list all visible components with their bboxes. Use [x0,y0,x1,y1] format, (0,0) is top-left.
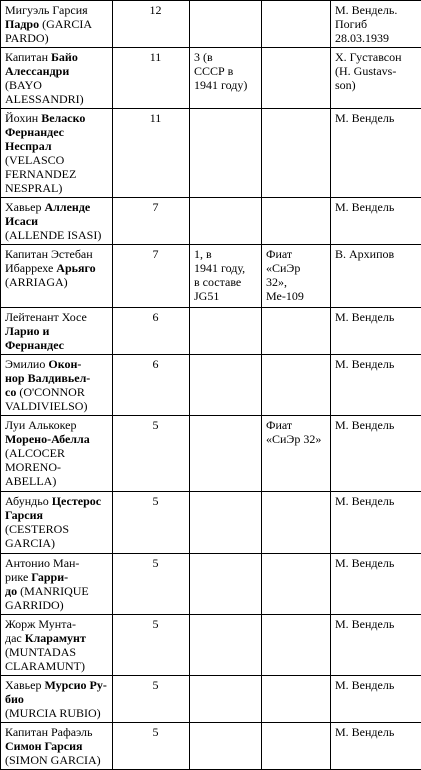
victories-count: 5 [153,556,159,570]
pilot-name-cell [1,198,113,245]
aircraft-cell [262,109,331,198]
pilot-name-prefix: Жорж Мунта- дас [5,617,76,645]
pilot-surname: Окон- нор Валдивьел- со [5,357,90,399]
source-cell: М. Вендель [331,416,421,492]
victories-count: 5 [153,617,159,631]
source-cell: Х. Густавсон (H. Gustavs- son) [331,48,421,109]
pilot-name-prefix: Хавьер [5,200,44,214]
victories-count: 7 [153,247,159,261]
ussr-victories-cell [190,723,262,770]
source-cell: М. Вендель. Погиб 28.03.1939 [331,1,421,48]
pilot-name-cell [1,245,113,308]
pilot-name-prefix: Эмилио [5,357,48,371]
table-row [1,1,421,48]
pilot-surname: Кларамунт [25,631,86,645]
pilot-name-latin: (MURCIA RUBIO) [5,706,101,720]
pilot-name-latin: (O'CONNOR VALDIVIELSO) [5,385,87,413]
aircraft-cell [262,723,331,770]
source-cell: М. Вендель [331,615,421,676]
ussr-victories-cell: 1, в 1941 году, в составе JG51 [190,245,262,308]
pilot-name-prefix: Хавьер [5,678,44,692]
pilot-name-prefix: Мигуэль Гарсия [5,3,88,17]
source-cell: М. Вендель [331,492,421,554]
pilot-surname: Веласко Фернандес Неспрал [5,111,85,153]
ussr-victories-cell [190,492,262,554]
aircraft-cell [262,492,331,554]
source-cell: М. Вендель [331,308,421,355]
pilot-surname: Байо Алессандри [5,50,78,78]
pilot-name-prefix: Капитан Рафаэль [5,725,93,739]
victories-count: 5 [153,725,159,739]
victories-count: 6 [153,310,159,324]
pilot-name-prefix: Йохин [5,111,41,125]
pilot-name-prefix: Лейтенант Хосе [5,310,87,324]
victories-cell [113,554,190,615]
victories-cell [113,308,190,355]
pilot-surname: Мурсио Ру- био [5,678,107,706]
pilot-name-cell [1,48,113,109]
aircraft-cell: Фиат «СиЭр 32», Ме-109 [262,245,331,308]
victories-count: 5 [153,678,159,692]
ussr-victories-cell [190,198,262,245]
pilot-name-cell [1,615,113,676]
victories-cell [113,676,190,723]
source-cell: М. Вендель [331,198,421,245]
pilot-name-prefix: Антонио Ман- рике [5,556,79,584]
victories-cell [113,615,190,676]
pilot-name-cell [1,416,113,492]
pilot-name-cell [1,676,113,723]
aircraft-cell [262,554,331,615]
table-row [1,554,421,615]
source-cell: М. Вендель [331,554,421,615]
victories-count: 12 [150,3,162,17]
victories-cell [113,1,190,48]
pilot-surname: Гарри- до [5,570,68,598]
victories-cell [113,48,190,109]
aircraft-cell [262,198,331,245]
pilot-surname: Арьяго [56,261,95,275]
aircraft-cell [262,48,331,109]
table-row [1,308,421,355]
victories-count: 11 [150,111,162,125]
aircraft-cell: Фиат «СиЭр 32» [262,416,331,492]
pilot-name-prefix: Абундьо [5,494,52,508]
pilot-name-latin: (ALLENDE ISASI) [5,228,101,242]
victories-cell [113,355,190,416]
pilot-name-latin: (MANRIQUE GARRIDO) [5,584,89,612]
pilot-name-latin: (GARCIA PARDO) [5,17,92,45]
ussr-victories-cell [190,615,262,676]
source-cell: В. Архипов [331,245,421,308]
pilot-surname: Цестерос Гарсия [5,494,101,522]
pilot-name-latin: (ALCOCER MORENO- ABELLA) [5,446,65,488]
aircraft-cell [262,308,331,355]
pilot-name-prefix: Капитан Эстебан Ибаррехе [5,247,93,275]
pilot-name-latin: (MUNTADAS CLARAMUNT) [5,645,85,673]
ussr-victories-cell [190,355,262,416]
ussr-victories-cell: 3 (в СССР в 1941 году) [190,48,262,109]
aircraft-cell [262,355,331,416]
victories-count: 11 [150,50,162,64]
pilot-name-latin: (ARRIAGA) [5,275,68,289]
victories-cell [113,416,190,492]
table-row [1,245,421,308]
victories-count: 7 [153,200,159,214]
victories-count: 6 [153,357,159,371]
source-cell: М. Вендель [331,109,421,198]
ussr-victories-cell [190,109,262,198]
table-row [1,615,421,676]
aircraft-cell [262,676,331,723]
table-row [1,109,421,198]
pilot-name-cell [1,109,113,198]
pilot-name-prefix: Луи Алькокер [5,418,76,432]
ussr-victories-cell [190,308,262,355]
victories-count: 5 [153,494,159,508]
ussr-victories-cell [190,1,262,48]
pilot-surname: Падро [5,17,39,31]
table-row [1,492,421,554]
aircraft-cell [262,1,331,48]
table-row [1,416,421,492]
ussr-victories-cell [190,416,262,492]
table-row [1,676,421,723]
pilot-surname: Симон Гарсия [5,739,83,753]
pilot-name-cell [1,1,113,48]
pilot-name-latin: (SIMON GARCIA) [5,753,101,767]
victories-cell [113,109,190,198]
pilot-name-prefix: Капитан [5,50,51,64]
pilot-name-cell [1,355,113,416]
pilot-name-latin: (BAYO ALESSANDRI) [5,78,84,106]
source-cell: М. Вендель [331,355,421,416]
pilot-surname: Ларио и Фернандес [5,324,64,352]
pilot-surname: Морено-Абелла [5,432,90,446]
pilot-name-latin: (VELASCO FERNANDEZ NESPRAL) [5,153,76,195]
aircraft-cell [262,615,331,676]
victories-cell [113,492,190,554]
pilot-name-cell [1,554,113,615]
ussr-victories-cell [190,554,262,615]
victories-cell [113,723,190,770]
ussr-victories-cell [190,676,262,723]
pilot-surname: Алленде Исаси [5,200,90,228]
pilots-table-body [1,1,421,770]
source-cell: М. Вендель [331,723,421,770]
victories-cell [113,198,190,245]
table-row [1,198,421,245]
pilot-name-latin: (CESTEROS GARCIA) [5,522,69,550]
table-row [1,723,421,770]
pilot-name-cell [1,723,113,770]
pilot-name-cell [1,492,113,554]
victories-count: 5 [153,418,159,432]
table-row [1,48,421,109]
pilot-name-cell [1,308,113,355]
source-cell: М. Вендель [331,676,421,723]
victories-cell [113,245,190,308]
table-row [1,355,421,416]
